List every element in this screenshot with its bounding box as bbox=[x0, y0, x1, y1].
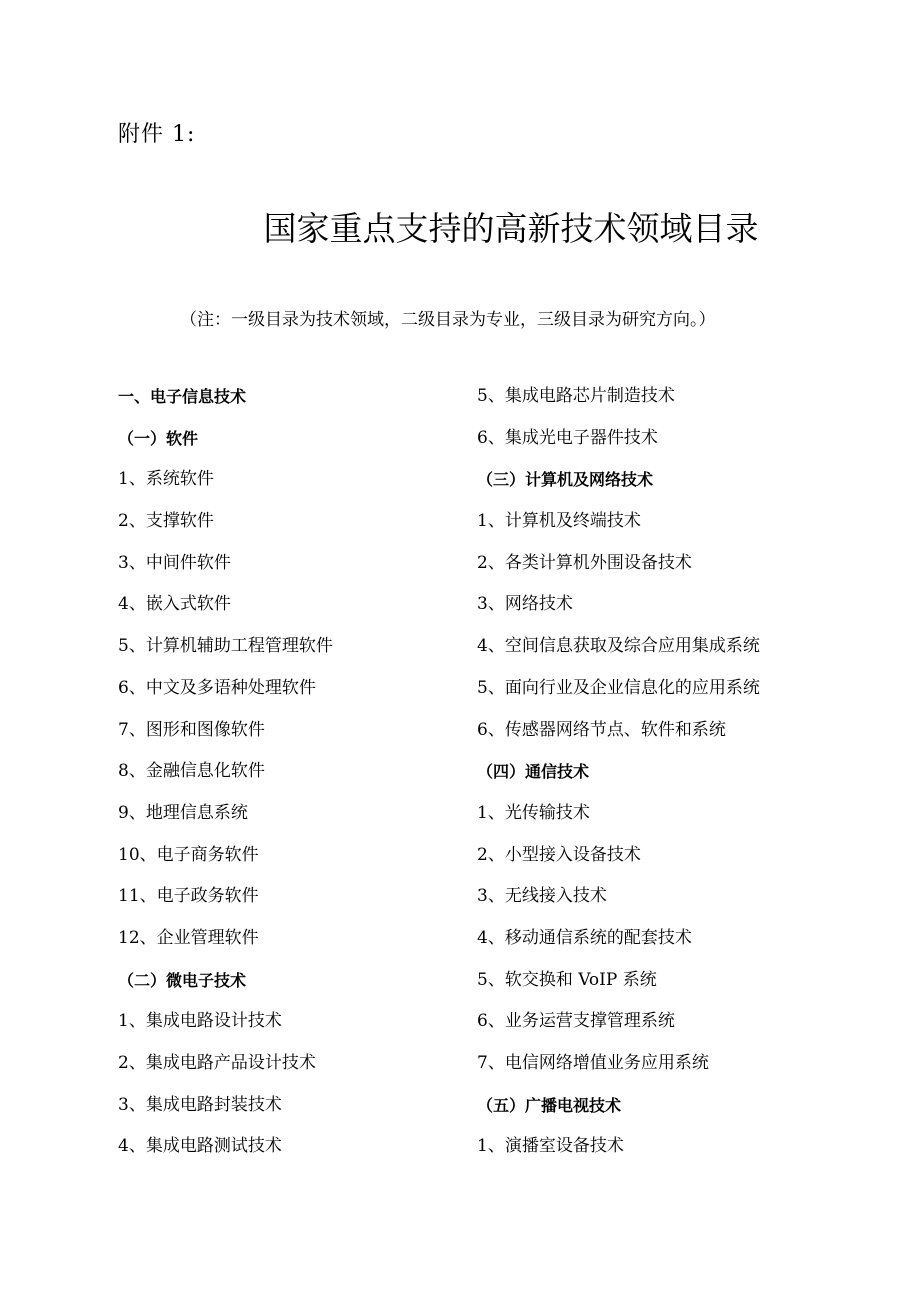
section-heading: （五）广播电视技术 bbox=[477, 1095, 622, 1115]
list-item: 11、电子政务软件 bbox=[118, 886, 259, 907]
list-item: 1、集成电路设计技术 bbox=[118, 1011, 282, 1032]
list-item: 2、集成电路产品设计技术 bbox=[118, 1053, 316, 1073]
section-heading: （三）计算机及网络技术 bbox=[477, 470, 654, 490]
list-item: 1、光传输技术 bbox=[477, 802, 590, 823]
list-item: 6、业务运营支撑管理系统 bbox=[477, 1011, 675, 1032]
list-item: 6、中文及多语种处理软件 bbox=[118, 677, 316, 698]
section-heading: （四）通信技术 bbox=[477, 762, 590, 782]
list-item: 5、面向行业及企业信息化的应用系统 bbox=[477, 677, 760, 698]
list-item: 10、电子商务软件 bbox=[118, 844, 259, 865]
list-item: 1、计算机及终端技术 bbox=[477, 511, 641, 532]
list-item: 4、空间信息获取及综合应用集成系统 bbox=[477, 636, 760, 657]
list-item: 7、电信网络增值业务应用系统 bbox=[477, 1053, 709, 1073]
list-item: 4、移动通信系统的配套技术 bbox=[477, 927, 692, 948]
list-item: 7、图形和图像软件 bbox=[118, 719, 265, 740]
list-item: 5、计算机辅助工程管理软件 bbox=[118, 636, 333, 657]
list-item: 9、地理信息系统 bbox=[118, 802, 248, 823]
list-item: 6、传感器网络节点、软件和系统 bbox=[477, 719, 726, 740]
list-item: 1、演播室设备技术 bbox=[477, 1136, 624, 1157]
list-item: 3、中间件软件 bbox=[118, 552, 231, 573]
left-column bbox=[118, 376, 518, 1168]
list-item: 2、小型接入设备技术 bbox=[477, 844, 641, 865]
list-item: 12、企业管理软件 bbox=[118, 927, 259, 948]
list-item: 2、支撑软件 bbox=[118, 511, 214, 532]
right-column bbox=[477, 376, 877, 1168]
list-item: 8、金融信息化软件 bbox=[118, 761, 265, 782]
section-heading: （一）软件 bbox=[118, 428, 199, 448]
document-note: （注：一级目录为技术领域，二级目录为专业，三级目录为研究方向。） bbox=[180, 310, 716, 330]
list-item: 3、无线接入技术 bbox=[477, 886, 607, 907]
list-item: 2、各类计算机外围设备技术 bbox=[477, 552, 692, 573]
document-title: 国家重点支持的高新技术领域目录 bbox=[263, 209, 759, 248]
section-heading: （二）微电子技术 bbox=[118, 970, 247, 990]
list-item: 5、软交换和 VoIP 系统 bbox=[477, 969, 657, 990]
list-item: 3、网络技术 bbox=[477, 594, 573, 615]
list-item: 4、嵌入式软件 bbox=[118, 594, 231, 615]
list-item: 6、集成光电子器件技术 bbox=[477, 427, 658, 448]
list-item: 4、集成电路测试技术 bbox=[118, 1136, 282, 1157]
list-item: 5、集成电路芯片制造技术 bbox=[477, 386, 675, 406]
list-item: 3、集成电路封装技术 bbox=[118, 1094, 282, 1115]
list-item: 1、系统软件 bbox=[118, 469, 214, 490]
attachment-label: 附件 1: bbox=[118, 122, 196, 147]
category-heading: 一、电子信息技术 bbox=[118, 387, 247, 406]
